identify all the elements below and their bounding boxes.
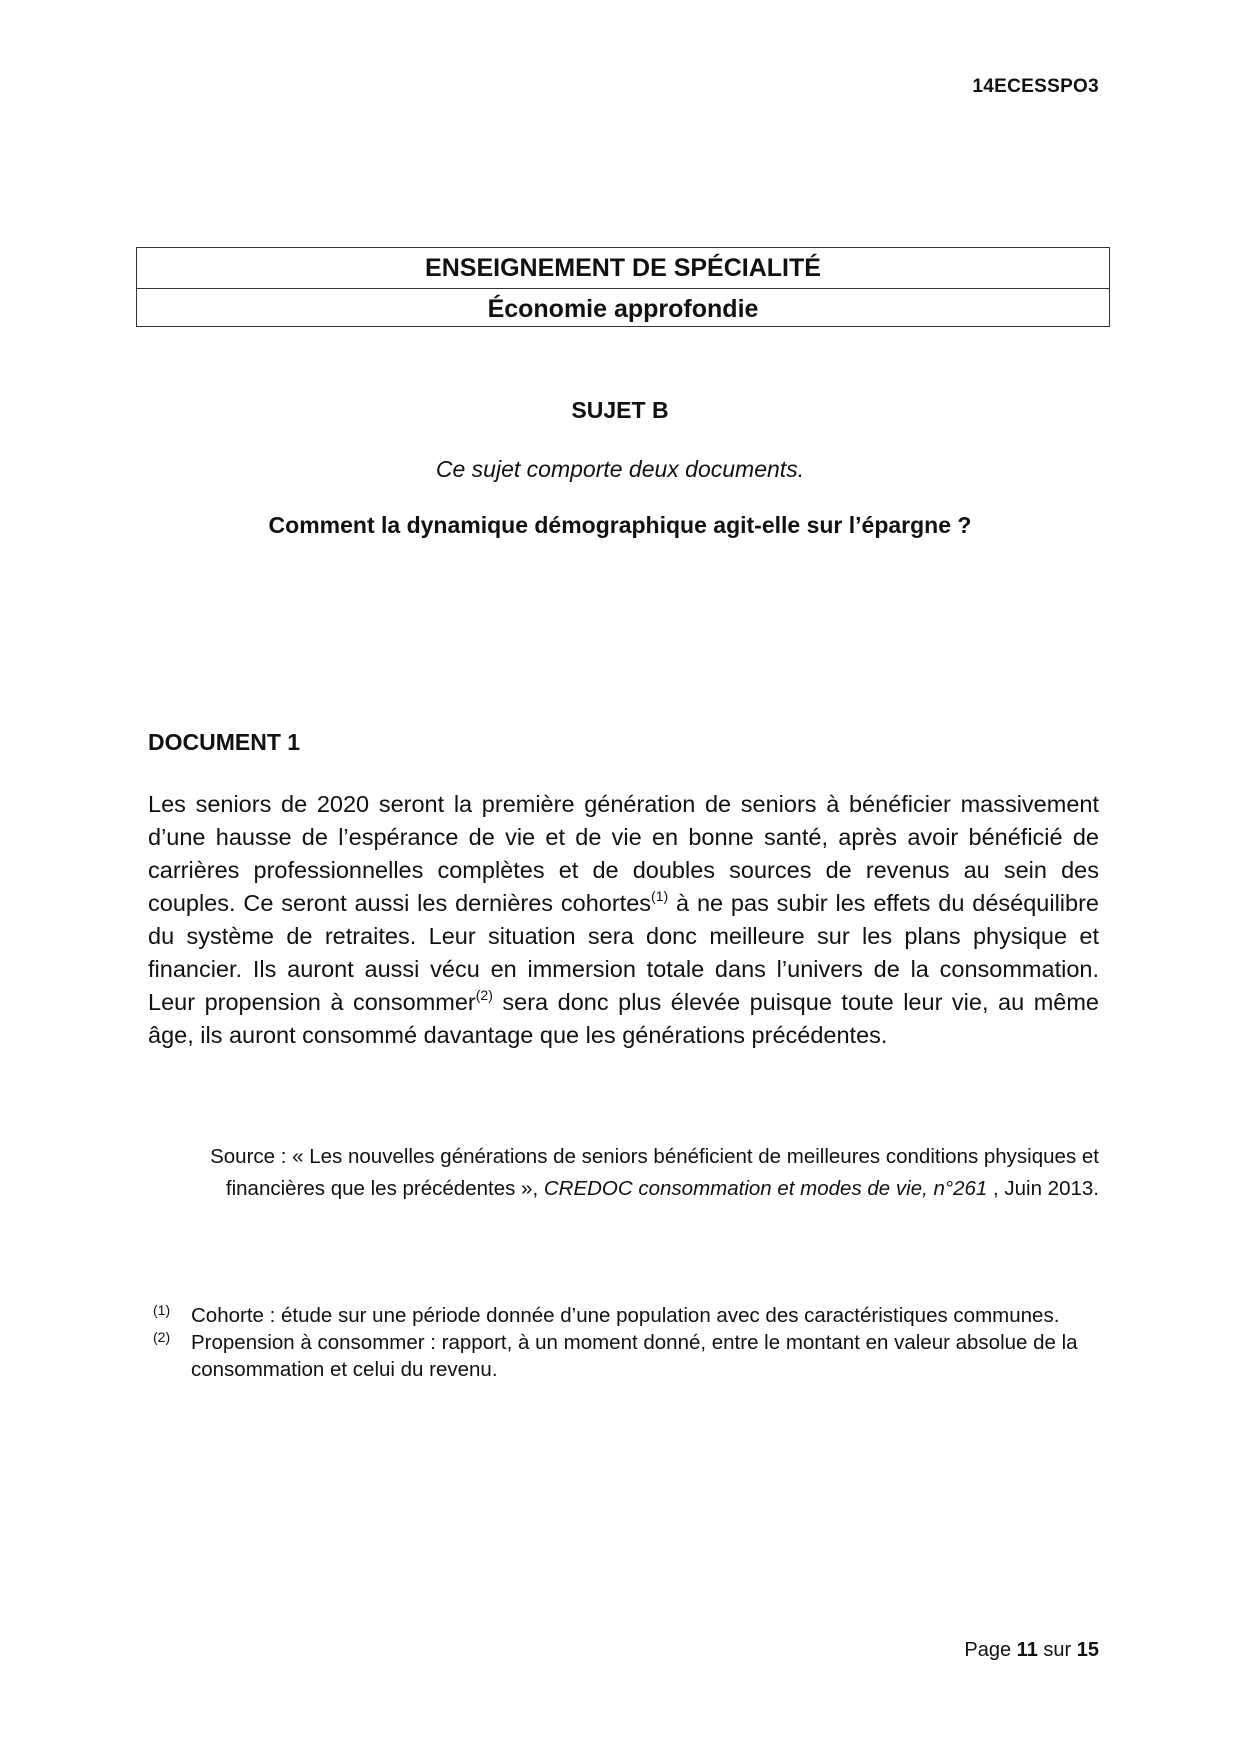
footnote-2-mark: (2) xyxy=(153,1329,171,1345)
page-total: 15 xyxy=(1076,1639,1099,1661)
source-prefix: Source : « Les nouvelles générations de seniors bénéficient de meilleures conditions physiques et financières que les précédentes », xyxy=(210,1145,1099,1200)
footnote-1-text: Cohorte : étude sur une période donnée d’une population avec des caractéristiques communes. xyxy=(191,1304,1060,1327)
document1-heading: DOCUMENT 1 xyxy=(148,729,301,755)
subject-label: SUJET B xyxy=(571,397,669,423)
document1-text-part1: Les seniors de 2020 seront la première génération de seniors à bénéficier massivement d’une hausse de l’espérance de vie et de vie en bonne santé, après avoir bénéficié de carrières professionnelles complètes et de doubles sources de revenus au sein des couples. Ce seront aussi les dernières cohortes xyxy=(148,791,1099,916)
title-box-line2: Économie approfondie xyxy=(487,295,759,323)
footnote-ref-1: (1) xyxy=(651,888,669,904)
document1-source xyxy=(139,1141,1099,1205)
title-box-line1: ENSEIGNEMENT DE SPÉCIALITÉ xyxy=(425,254,821,282)
source-suffix: , Juin 2013. xyxy=(987,1177,1099,1200)
page-number xyxy=(964,1639,1099,1662)
page-sep: sur xyxy=(1043,1639,1072,1661)
footnote-1 xyxy=(153,1302,1083,1329)
subject-question: Comment la dynamique démographique agit-elle sur l’épargne ? xyxy=(268,512,972,538)
page-current: 11 xyxy=(1016,1639,1038,1661)
footnote-1-mark: (1) xyxy=(153,1302,171,1318)
document1-text-part3: sera donc plus élevée puisque toute leur vie, au même âge, ils auront consommé davantage que les générations précédentes. xyxy=(148,989,1099,1048)
footnote-ref-2: (2) xyxy=(475,987,493,1003)
document-code: 14ECESSPO3 xyxy=(972,76,1099,97)
title-box xyxy=(136,247,1110,327)
page-label: Page xyxy=(964,1639,1012,1661)
footnotes xyxy=(153,1302,1083,1383)
subject-intro: Ce sujet comporte deux documents. xyxy=(435,456,805,482)
document1-text-part2: à ne pas subir les effets du déséquilibre du système de retraites. Leur situation sera donc meilleure sur les plans physique et financier. Ils auront aussi vécu en immersion totale dans l’univers de la consommation. Leur propension à consommer xyxy=(148,890,1099,1015)
document1-text xyxy=(148,788,1099,1052)
footnote-2 xyxy=(153,1329,1083,1383)
source-publication: CREDOC consommation et modes de vie, n°261 xyxy=(543,1177,988,1200)
footnote-2-text: Propension à consommer : rapport, à un moment donné, entre le montant en valeur absolue de la consommation et celui du revenu. xyxy=(191,1331,1078,1381)
